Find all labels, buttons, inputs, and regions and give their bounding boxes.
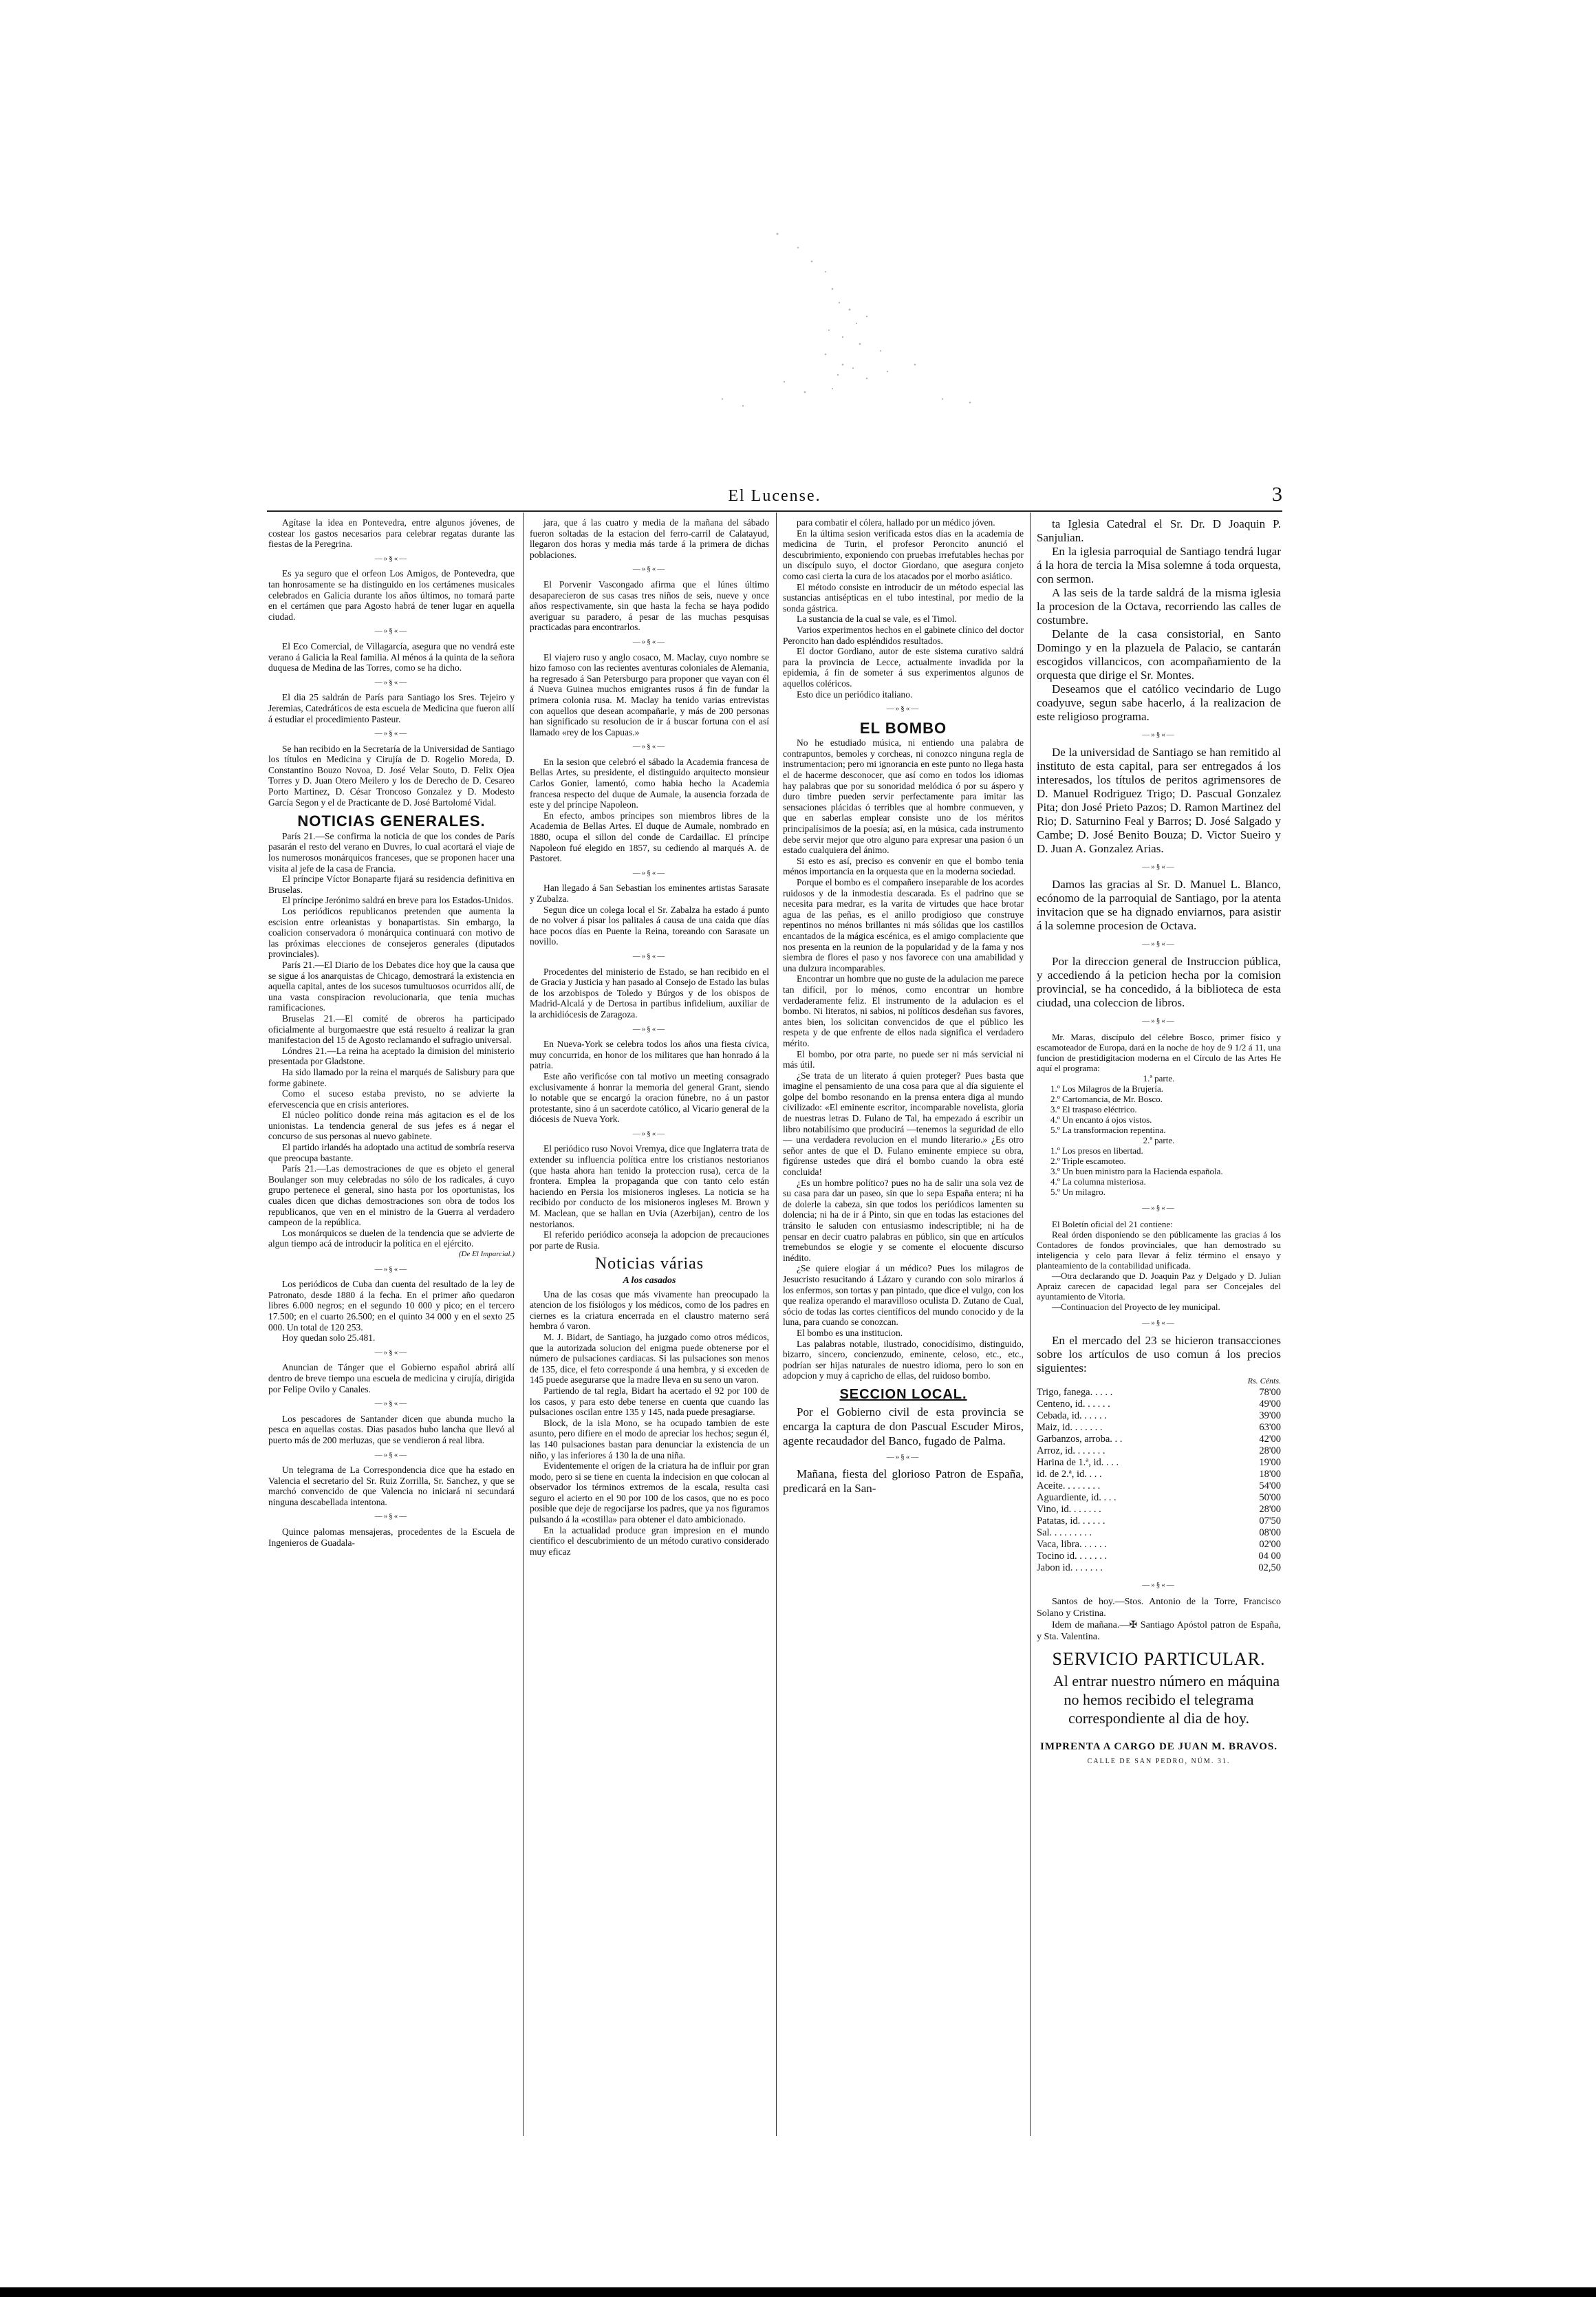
news-paragraph: El doctor Gordiano, autor de este sistema curativo saldrá para la provincia de Lecce, actualmente invadida por la epidemia, á fin de someter á sus experimentos algunos de aquellos coléricos. [783, 646, 1024, 689]
price-row [1037, 1562, 1281, 1574]
news-paragraph: Los periódicos de Cuba dan cuenta del resultado de la ley de Patronato, desde 1880 á la fecha. En el primer año quedaron libres 6.000 negros; en el segundo 10 000 y pico; en el tercero 17.500; en el cuarto 26.500; en el quinto 34 000 y en el sexto 25 000. Un total de 120 253. [268, 1279, 515, 1333]
column-rule [523, 513, 524, 2136]
news-paragraph: Es ya seguro que el orfeon Los Amigos, de Pontevedra, que tan honrosamente se ha distinguido en los certámenes musicales celebrados en Galicia durante los años últimos, no tomará parte en el certámen que para Agosto habrá de tener lugar en aquella ciudad. [268, 568, 515, 622]
news-paragraph: Damos las gracias al Sr. D. Manuel L. Blanco, ecónomo de la parroquial de Santiago, por la atenta invitacion que se ha dignado enviarnos, para asistir á la solemne procesion de Octava. [1037, 878, 1281, 932]
scan-noise-artifact [702, 206, 991, 440]
servicio-title: SERVICIO PARTICULAR. [1052, 1649, 1266, 1669]
santos-text: Santos de hoy.—Stos. Antonio de la Torre, Francisco Solano y Cristina. [1037, 1597, 1281, 1619]
separator: —»§«— [632, 742, 667, 751]
news-paragraph: En efecto, ambos príncipes son miembros libres de la Academia de Bellas Artes. El duque de Aumale, nombrado en 1880, ocupa el sillon del conde de Cardaillac. El príncipe Napoleon fué elegido en 1857, su cediendo al marqués A. de Pastoret. [530, 810, 769, 864]
news-paragraph: Ha sido llamado por la reina el marqués de Salisbury para que forme gabinete. [268, 1066, 515, 1088]
news-paragraph: El periódico ruso Novoi Vremya, dice que Inglaterra trata de extender su influencia política entre los cristianos nestorianos (que hasta ahora han tenido la proteccion rusa), cerca de la frontera. Emplea la propaganda que con tanto celo están haciendo en Persia los misioneros ingleses. La noticia se ha recibido por conducto de los misioneros ingleses M. Brown y M. Maclean, que se hallan en Uvia (Azerbijan), centro de los nestorianos. [530, 1143, 769, 1229]
price-item: Maiz, id. . . . . . . [1037, 1422, 1103, 1433]
price-item: Harina de 1.ª, id. . . . [1037, 1457, 1119, 1468]
section-title: EL BOMBO [859, 719, 947, 737]
news-paragraph: Partiendo de tal regla, Bidart ha acertado el 92 por 100 de los casos, y para esto debe tenerse en cuenta que cuando las pulsaciones oscilan entre 135 y 145, nada puede presagiarse. [530, 1385, 769, 1418]
news-paragraph: El viajero ruso y anglo cosaco, M. Maclay, cuyo nombre se hizo famoso con las recientes aventuras coloniales de Alemania, ha regresado á San Petersburgo para proponer que vayan con él á Nueva Guinea muchos emigrantes rusos á fin de fundar la primera colonia rusa. M. Maclay ha tenido varias entrevistas con aquellos que desean acompañarle, y más de 200 personas han significado su resolucion de ir á buscar fortuna con el así llamado «rey de los Capuas.» [530, 651, 769, 737]
separator: —»§«— [374, 1264, 409, 1273]
separator: —»§«— [1142, 863, 1176, 871]
price-row [1037, 1457, 1281, 1469]
price-item: Jabon id. . . . . . . [1037, 1562, 1103, 1573]
news-paragraph: jara, que á las cuatro y media de la mañana del sábado fueron soltadas de la estacion del ferro-carril de Calatayud, llegaron dos horas y media más tarde á la primera de dichas poblaciones. [530, 517, 769, 560]
news-paragraph: Han llegado á San Sebastian los eminentes artistas Sarasate y Zubalza. [530, 883, 769, 904]
news-paragraph: El bombo, por otra parte, no puede ser ni más servicial ni más útil. [783, 1048, 1024, 1070]
price-row [1037, 1492, 1281, 1504]
news-paragraph: M. J. Bidart, de Santiago, ha juzgado como otros médicos, que la autorizada solucion del enigma puede obtenerse por el número de pulsaciones cardiacas. Si las pulsaciones son menos de 135, dice, el feto corresponde á una hembra, y si exceden de 145 puede asegurarse que la madre lleva en su seno un varon. [530, 1331, 769, 1385]
news-paragraph: El Porvenir Vascongado afirma que el lúnes último desaparecieron de sus casas tres niños de seis, nueve y once años respectivamente, sin que hasta la fecha se haya podido averiguar su paradero, á pesar de las muchas pesquisas practicadas para encontrarlos. [530, 579, 769, 633]
price-value: 49'00 [1259, 1399, 1281, 1410]
price-value: 42'00 [1259, 1434, 1281, 1445]
price-column-header: Rs. Cénts. [1247, 1376, 1281, 1385]
news-paragraph: Esto dice un periódico italiano. [797, 689, 913, 700]
boletin-block [1037, 1219, 1281, 1312]
program-item: 5.º La transformacion repentina. [1050, 1125, 1166, 1135]
program-item: 1.º Los Milagros de la Brujería. [1050, 1083, 1163, 1094]
price-value: 39'00 [1259, 1410, 1281, 1421]
news-paragraph: Si esto es así, preciso es convenir en que el bombo tenia ménos importancia en la orquesta que en la moderna sociedad. [783, 855, 1024, 877]
section-title: SECCION LOCAL. [839, 1386, 967, 1402]
news-paragraph: El método consiste en introducir de un método especial las sustancias antisépticas en el tubo intestinal, por medio de la sonda gástrica. [783, 581, 1024, 614]
scan-bottom-border [0, 2287, 1596, 2297]
separator: —»§«— [374, 678, 409, 687]
price-value: 54'00 [1259, 1480, 1281, 1491]
price-value: 04 00 [1258, 1551, 1281, 1562]
price-row [1037, 1504, 1281, 1516]
news-paragraph: Mañana, fiesta del glorioso Patron de España, predicará en la San- [783, 1467, 1024, 1496]
separator: —»§«— [1142, 1017, 1176, 1025]
news-paragraph: En la actualidad produce gran impresion en el mundo científico el descubrimiento de un método curativo considerado muy eficaz [530, 1524, 769, 1557]
news-paragraph: El dia 25 saldrán de París para Santiago los Sres. Tejeiro y Jeremias, Catedráticos de esta escuela de Medicina que fueron allí á estudiar el procedimiento Pasteur. [268, 692, 515, 724]
price-item: id. de 2.ª, id. . . . [1037, 1469, 1102, 1480]
separator: —»§«— [632, 1129, 667, 1138]
price-row [1037, 1399, 1281, 1410]
separator: —»§«— [374, 1399, 409, 1408]
separator: —»§«— [886, 1452, 920, 1461]
price-value: 07'50 [1259, 1516, 1281, 1527]
separator: —»§«— [632, 868, 667, 877]
program-item: 1.º Los presos en libertad. [1050, 1145, 1143, 1156]
program-item: 3.º Un buen ministro para la Hacienda española. [1050, 1166, 1223, 1176]
news-paragraph: Las palabras notable, ilustrado, conocidísimo, distinguido, bizarro, sincero, concienzudo, eminente, celoso, etc., etc., podrían ser hijas naturales de nuestro idioma, pero lo son en adopcion y muy á capricho de ellas, del ruidoso bombo. [783, 1338, 1024, 1381]
news-paragraph: No he estudiado música, ni entiendo una palabra de contrapuntos, bemoles y corcheas, ni conozco ninguna regla de instrumentacion; pero mi ignorancia en este punto no llega hasta el de hacerme desconocer, que así como en todos los idiomas hay palabras que por su sonoridad melódica ó por su áspero y duro timbre pueden servir perfectamente para imitar las sensaciones plácidas ó terribles que al hombre conmueven, y que en saberlas emplear consiste uno de los méritos principalísimos de la poesía; así, en la música, cada instrumento debe servir mejor que otro alguno para expresar una pasion ó un estado cualquiera del ánimo. [783, 737, 1024, 856]
news-paragraph: A las seis de la tarde saldrá de la misma iglesia la procesion de la Octava, recorriendo las calles de costumbre. [1037, 586, 1281, 627]
news-paragraph: París 21.—Se confirma la noticia de que los condes de París pasarán el resto del verano en Duvres, lo cual acortará el viaje de los numerosos monárquicos franceses, que se proponen hacer una visita al jefe de la casa de Francia. [268, 830, 515, 874]
news-paragraph: De la universidad de Santiago se han remitido al instituto de esta capital, para ser entregados á los interesados, los títulos de peritos agrimensores de D. Manuel Rodriguez Trigo; D. Pascual Gonzalez Pita; don José Prieto Pazos; D. Ramon Martinez del Rio; D. Saturnino Feal y Barros; D. José Salgado y Cambe; D. José Benito Bouza; D. Victor Sueiro y D. Juan A. Gonzalez Arias. [1037, 746, 1281, 855]
news-paragraph: Deseamos que el católico vecindario de Lugo coadyuve, segun sabe hacerlo, á la realizacion de este religioso programa. [1037, 682, 1281, 723]
section-title: Noticias várias [594, 1255, 704, 1273]
program-item: 3.º El traspaso eléctrico. [1050, 1104, 1137, 1114]
news-paragraph: Los periódicos republicanos pretenden que aumenta la escision entre orleanistas y bonapartistas. Sin embargo, la coalicion conservadora ó monárquica continuará con motivo de las próximas elecciones de consejeros generales (diputados provinciales). [268, 906, 515, 960]
price-item: Garbanzos, arroba. . . [1037, 1434, 1123, 1445]
news-paragraph: para combatir el cólera, hallado por un médico jóven. [797, 517, 995, 528]
servicio-text: Al entrar nuestro número en máquina no hemos recibido el telegrama correspondiente al dia de hoy. [1053, 1672, 1280, 1727]
newspaper-title: El Lucense. [728, 487, 821, 505]
news-paragraph: El príncipe Víctor Bonaparte fijará su residencia definitiva en Bruselas. [268, 874, 515, 895]
separator: —»§«— [632, 637, 667, 646]
news-paragraph: Se han recibido en la Secretaría de la Universidad de Santiago los títulos en Medicina y Cirujía de D. Rogelio Moreda, D. Constantino Bouzo Novoa, D. José Velar Souto, D. Felix Ojea Torres y D. Juan Otero Meilero y los de Derecho de D. Cesareo Porto Martinez, D. César Troncoso Gonzalez y D. Modesto García Segon y el de Practicante de D. José Bartolomé Vidal. [268, 743, 515, 808]
news-paragraph: El príncipe Jerónimo saldrá en breve para los Estados-Unidos. [282, 895, 514, 906]
news-paragraph: En la última sesion verificada estos días en la academia de medicina de Turin, el profesor Peroncito anunció el descubrimiento, exponiendo con pruebas irrefutables hechas por un discípulo suyo, el doctor Giordano, que asegura conjeto como casi cierta la cura de los atacados por el morbo asiático. [783, 528, 1024, 581]
price-row [1037, 1445, 1281, 1457]
program-item: 5.º Un milagro. [1050, 1187, 1106, 1197]
news-paragraph: Quince palomas mensajeras, procedentes de la Escuela de Ingenieros de Guadala- [268, 1527, 515, 1548]
news-paragraph: Delante de la casa consistorial, en Santo Domingo y en la plazuela de Palacio, se cantarán escogidos villancicos, con acompañamiento de la orquesta que dirige el Sr. Montes. [1037, 627, 1281, 682]
price-row [1037, 1480, 1281, 1492]
price-row [1037, 1422, 1281, 1434]
source-credit: (De El Imparcial.) [458, 1250, 515, 1258]
price-table [1037, 1375, 1281, 1574]
program-part-heading: 2.ª parte. [1143, 1135, 1175, 1145]
price-value: 18'00 [1259, 1469, 1281, 1480]
header-rule [267, 510, 1282, 512]
price-value: 28'00 [1259, 1445, 1281, 1456]
program-part-heading: 1.ª parte. [1143, 1073, 1175, 1083]
separator: —»§«— [886, 704, 920, 713]
news-paragraph: Procedentes del ministerio de Estado, se han recibido en el de Gracia y Justicia y han pasado al Consejo de Estado las bulas de los arzobispos de Toledo y Búrgos y de los obispos de Madrid-Alcalá y de Dertosa in partibus infidelium, auxiliar de la archidiócesis de Zaragoza. [530, 966, 769, 1020]
news-paragraph: París 21.—El Diario de los Debates dice hoy que la causa que se sigue á los anarquistas de Chicago, demostrará la existencia en aquella capital, antes de los sucesos tumultuosos ocurridos allí, de una vasta conspiracion revolucionaria, que tenia muchas ramificaciones. [268, 959, 515, 1013]
news-paragraph: La sustancia de la cual se vale, es el Timol. [797, 614, 957, 625]
price-value: 02'00 [1259, 1539, 1281, 1550]
price-row [1037, 1516, 1281, 1527]
price-item: Patatas, id. . . . . . [1037, 1516, 1106, 1527]
price-value: 19'00 [1259, 1457, 1281, 1468]
news-paragraph: Lóndres 21.—La reina ha aceptado la dimision del ministerio presentada por Gladstone. [268, 1045, 515, 1067]
news-paragraph: El partido irlandés ha adoptado una actitud de sombría reserva que preocupa bastante. [268, 1142, 515, 1163]
news-paragraph: Porque el bombo es el compañero inseparable de los acordes ruidosos y de la inmodestia descarada. Es el padrino que se necesita para medrar, es la varita de virtudes que hace brotar agua de las peñas, es el anillo prodigioso que construye repentinos no ménos brillantes ni más sólidas que los castillos encantados de la mágica escénica, es el amigo complaciente que nos presenta en la reunion de la popularidad y de la fama y nos siembra de flores el paso y nos favorece con una amabilidad y una dulzura incomparables. [783, 877, 1024, 973]
santos-tomorrow-text: Idem de mañana.—✠ Santiago Apóstol patron de España, y Sta. Valentina. [1037, 1620, 1281, 1642]
news-paragraph: Anuncian de Tánger que el Gobierno español abrirá allí dentro de breve tiempo una escuela de medicina y cirujía, dirigida por Felipe Ovilo y Canales. [268, 1362, 515, 1394]
news-paragraph: Este año verificóse con tal motivo un meeting consagrado exclusivamente á honrar la memoria del general Grant, siendo lo notable que se encargó la oracion fúnebre, no á un pastor protestante, sino á un sacerdote católico, al Vicario general de la diócesis de Nueva York. [530, 1070, 769, 1125]
news-paragraph: Varios experimentos hechos en el gabinete clínico del doctor Peroncito han dado espléndidos resultados. [783, 624, 1024, 646]
program-item: 4.º La columna misteriosa. [1050, 1176, 1146, 1187]
news-paragraph: Como el suceso estaba previsto, no se advierte la efervescencia que en crisis anteriores. [268, 1088, 515, 1110]
news-paragraph: Encontrar un hombre que no guste de la adulacion me parece tan difícil, por lo ménos, como encontrar un hombre verdaderamente feliz. El instrumento de la adulacion es el bombo. Ni literatos, ni sabios, ni políticos desdeñan sus favores, antes bien, los solicitan convencidos de que el público les respeta y de que enfrente de ellos nada significa el verdadero mérito. [783, 973, 1024, 1048]
program-item: 2.º Triple escamoteo. [1050, 1156, 1126, 1166]
column-rule [776, 513, 777, 2136]
price-item: Tocino id. . . . . . . [1037, 1551, 1108, 1562]
price-value: 08'00 [1259, 1527, 1281, 1538]
news-paragraph: Agítase la idea en Pontevedra, entre algunos jóvenes, de costear los gastos necesarios para celebrar regatas durante las fiestas de la Peregrina. [268, 517, 515, 550]
boletin-paragraph: Real órden disponiendo se den públicamente las gracias á los Contadores de fondos provinciales, que han demostrado su inteligencia y celo para llevar á feliz término el ensayo y planteamiento de la contabilidad unificada. [1037, 1229, 1281, 1271]
news-paragraph: En la iglesia parroquial de Santiago tendrá lugar á la hora de tercia la Misa solemne á toda orquesta, con sermon. [1037, 545, 1281, 585]
boletin-paragraph: —Continuacion del Proyecto de ley municipal. [1052, 1302, 1220, 1312]
price-item: Vaca, libra. . . . . . [1037, 1539, 1107, 1550]
price-row [1037, 1469, 1281, 1480]
column-1 [268, 517, 515, 2148]
separator: —»§«— [1142, 1204, 1176, 1212]
boletin-paragraph: El Boletín oficial del 21 contiene: [1052, 1219, 1173, 1229]
column-4 [1037, 517, 1281, 2148]
separator: —»§«— [374, 1512, 409, 1521]
price-item: Vino, id. . . . . . . [1037, 1504, 1101, 1515]
news-paragraph: Un telegrama de La Correspondencia dice que ha estado en Valencia el secretario del Sr. Ruiz Zorrilla, Sr. Sanchez, y que se marchó convencido de que Valencia no iniciará ni secundará ninguna descabellada intentona. [268, 1465, 515, 1507]
news-paragraph: En Nueva-York se celebra todos los años una fiesta cívica, muy concurrida, en honor de los militares que han honrado á la patria. [530, 1039, 769, 1071]
news-paragraph: El núcleo político donde reina más agitacion es el de los unionistas. La tendencia general de sus jefes es á negar el concurso de sus personas al nuevo gabinete. [268, 1110, 515, 1142]
price-item: Aceite. . . . . . . . [1037, 1480, 1101, 1491]
price-table-header [1037, 1375, 1281, 1387]
news-paragraph: Por la direccion general de Instruccion pública, y accediendo á la peticion hecha por la comision provincial, se ha concedido, á la biblioteca de esta ciudad, una coleccion de libros. [1037, 955, 1281, 1009]
separator: —»§«— [374, 554, 409, 563]
boletin-paragraph: —Otra declarando que D. Joaquin Paz y Delgado y D. Julian Apraiz carecen de capacidad legal para ser Concejales del ayuntamiento de Vitoria. [1037, 1271, 1281, 1302]
news-paragraph: En la sesion que celebró el sábado la Academia francesa de Bellas Artes, su presidente, el distinguido arquitecto monsieur Carlos Gonier, lamentó, como habia hecho la Academia francesa respecto del duque de Aumale, la ausencia forzada de este y del príncipe Napoleon. [530, 756, 769, 810]
separator: —»§«— [1142, 731, 1176, 739]
program-item: 4.º Un encanto á ojos vistos. [1050, 1114, 1152, 1125]
price-item: Aguardiente, id. . . . [1037, 1492, 1117, 1503]
news-paragraph: Por el Gobierno civil de esta provincia se encarga la captura de don Pascual Escuder Miros, agente recaudador del Banco, fugado de Palma. [783, 1405, 1024, 1447]
separator: —»§«— [632, 951, 667, 960]
price-item: Arroz, id. . . . . . . [1037, 1445, 1106, 1456]
separator: —»§«— [374, 627, 409, 636]
news-paragraph: Block, de la isla Mono, se ha ocupado tambien de este asunto, pero difiere en el modo de apreciar los hechos; segun él, las 140 pulsaciones bastan para denunciar la existencia de un niño, y las inferiores á 130 la de una niña. [530, 1417, 769, 1460]
price-row [1037, 1527, 1281, 1539]
separator: —»§«— [632, 1024, 667, 1033]
price-value: 28'00 [1259, 1504, 1281, 1515]
news-paragraph: Mr. Maras, discípulo del célebre Bosco, primer físico y escamoteador de Europa, dará en la noche de hoy de 9 1/2 á 11, una funcion de prestidigitacion moderna en el Círculo de las Artes He aquí el programa: [1037, 1032, 1281, 1073]
news-paragraph: El bombo es una institucion. [797, 1327, 903, 1338]
price-value: 02,50 [1258, 1562, 1281, 1573]
news-paragraph: ta Iglesia Catedral el Sr. Dr. D Joaquin P. Sanjulian. [1037, 517, 1281, 544]
column-rule [1030, 513, 1031, 2136]
separator: —»§«— [1142, 1581, 1176, 1589]
market-intro: En el mercado del 23 se hicieron transacciones sobre los artículos de uso comun á los precios siguientes: [1037, 1334, 1281, 1374]
news-paragraph: Evidentemente el orígen de la criatura ha de influir por gran modo, pero si se tiene en cuenta la indecision en que colocan al observador los términos extremos de la escala, resulta casi seguro el acierto en el 90 por 100 de los casos, que no es poco posible que deje de regocijarse los padres, que ya nos figuramos pulsando á la «costilla» para obtener el dato ambicionado. [530, 1460, 769, 1525]
price-item: Sal. . . . . . . . . [1037, 1527, 1092, 1538]
price-value: 63'00 [1259, 1422, 1281, 1433]
separator: —»§«— [374, 1348, 409, 1357]
program-list [1037, 1073, 1281, 1197]
news-paragraph: Una de las cosas que más vivamente han preocupado la atencion de los fisiólogos y los médicos, como de los padres en ciernes es la criatura encerrada en el claustro materno será hembra ó varon. [530, 1288, 769, 1332]
price-row [1037, 1387, 1281, 1399]
section-title: NOTICIAS GENERALES. [297, 812, 486, 830]
printer-address: CALLE DE SAN PEDRO, NÚM. 31. [1087, 1758, 1231, 1765]
price-item: Cebada, id. . . . . . [1037, 1410, 1107, 1421]
price-value: 50'00 [1259, 1492, 1281, 1503]
price-row [1037, 1434, 1281, 1445]
price-item: Trigo, fanega. . . . . [1037, 1387, 1113, 1398]
page-header [267, 482, 1282, 509]
news-paragraph: Segun dice un colega local el Sr. Zabalza ha estado á punto de no volver á pisar los palitales á causa de una caida que días hace pocos días en Puente la Reina, toreando con Sarasate un novillo. [530, 904, 769, 947]
price-row [1037, 1410, 1281, 1422]
separator: —»§«— [374, 729, 409, 738]
news-paragraph: Los monárquicos se duelen de la tendencia que se advierte de algun tiempo acá de introducir la política en el ejército. [268, 1227, 515, 1249]
news-paragraph: ¿Es un hombre político? pues no ha de salir una sola vez de su casa para dar un paseo, sin que lo sepa España entera; ni ha de dolerle la cabeza, sin que todos los periódicos lamenten su dolencia; ni ha de ir á Pinto, sin que en todas las estaciones del tránsito le saluden con entusiasmo indescriptible; ni ha de pensar en decir cuatro palabras en público, sin que en artículos tremebundos se elogie y se comente el elocuente discurso inédito. [783, 1177, 1024, 1263]
price-row [1037, 1551, 1281, 1562]
news-paragraph: El Eco Comercial, de Villagarcía, asegura que no vendrá este verano á Galicia la Real familia. Al ménos á la quinta de la señora duquesa de Medina de las Torres, como se ha dicho. [268, 640, 515, 673]
program-item: 2.º Cartomancia, de Mr. Bosco. [1050, 1094, 1163, 1104]
news-paragraph: El referido periódico aconseja la adopcion de precauciones por parte de Rusia. [530, 1229, 769, 1251]
section-subtitle: A los casados [623, 1275, 676, 1286]
news-paragraph: Los pescadores de Santander dicen que abunda mucho la pesca en aquellas costas. Dias pasados hubo lancha que llevó al puerto más de 200 merluzas, que se vendieron á real libra. [268, 1413, 515, 1445]
price-value: 78'00 [1259, 1387, 1281, 1398]
price-row [1037, 1539, 1281, 1551]
news-paragraph: ¿Se quiere elogiar á un médico? Pues los milagros de Jesucristo resucitando á Lázaro y curando con solo mirarlos á los enfermos, son tortas y pan pintado, que dice el vulgo, con los que realiza operando el maravilloso oculista D. Zutano de Cual, sócio de todas las cortes científicos del mundo conocido y de la luna, para cuando se conozcan. [783, 1263, 1024, 1328]
column-3 [783, 517, 1024, 2148]
news-paragraph: París 21.—Las demostraciones de que es objeto el general Boulanger son muy celebradas no sólo de los radicales, á cuyo grupo pertenece el general, sino hasta por los oportunistas, los cuales dicen que dichas demostraciones son obra de todos los republicanos, que ven en el ministro de la Guerra al verdadero campeon de la república. [268, 1163, 515, 1228]
separator: —»§«— [1142, 1319, 1176, 1327]
separator: —»§«— [1142, 940, 1176, 948]
page-number: 3 [1272, 483, 1282, 506]
news-paragraph: Hoy quedan solo 25.481. [282, 1333, 376, 1344]
separator: —»§«— [632, 565, 667, 574]
printer-credit: IMPRENTA A CARGO DE JUAN M. BRAVOS. [1039, 1741, 1277, 1752]
column-2 [530, 517, 769, 2148]
separator: —»§«— [374, 1450, 409, 1459]
news-paragraph: ¿Se trata de un literato á quien proteger? Pues basta que imagine el pensamiento de una cosa para que al día siguiente el golpe del bombo resonando en la prensa entera diga al mundo civilizado: «El eminente escritor, incomparable novelista, gloria de nuestras letras D. Fulano de Tal, ha empezado á escribir un libro notabilísimo que producirá —tenemos la seguridad de ello— una verdadera revolucion en el mundo literario.» ¿Es otro señor antes de que el D. Fulano eminente empiece su obra, figúrense ustedes que dirá el bombo cuando la obra esté concluida! [783, 1070, 1024, 1178]
price-item: Centeno, id. . . . . . [1037, 1399, 1110, 1410]
news-paragraph: Bruselas 21.—El comité de obreros ha participado oficialmente al burgomaestre que está resuelto á realizar la gran manifestacion del 15 de Agosto reclamando el sufragio universal. [268, 1013, 515, 1046]
